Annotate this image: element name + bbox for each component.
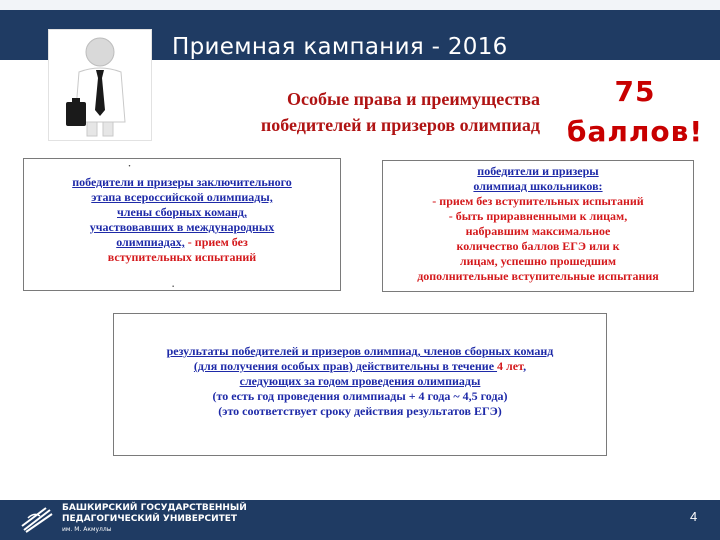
left-box-line: победители и призеры заключительного (72, 175, 292, 189)
left-box-line: вступительных испытаний (107, 250, 257, 264)
info-box-right (382, 160, 694, 292)
left-box-line: участвовавших в международных (89, 220, 275, 234)
right-box-line: количество баллов ЕГЭ или к (456, 239, 620, 253)
score-callout (560, 72, 710, 152)
presenter-image-frame (49, 30, 151, 140)
score-unit: баллов! (566, 115, 704, 148)
bottom-box-part: , (523, 359, 527, 373)
right-box-line: набравшим максимальное (465, 224, 611, 238)
university-logo-icon (20, 504, 54, 539)
subtitle-line: Особые права и преимущества (287, 89, 540, 109)
dot-mark: · (128, 161, 132, 171)
left-box-line: этапа всероссийской олимпиады, (91, 190, 273, 204)
left-box-underlined: олимпиадах, (116, 235, 185, 249)
businessman-figure-icon (49, 30, 151, 140)
header-top-strip (0, 0, 720, 10)
bottom-box-line: (то есть год проведения олимпиады + 4 года ~ 4,5 года) (212, 389, 508, 403)
left-box-tail: - прием без (184, 235, 248, 249)
right-box-heading: олимпиад школьников: (473, 179, 603, 193)
bottom-box-part: (для получения особых прав) действительны в течение (193, 359, 498, 373)
right-box-line: - прием без вступительных испытаний (432, 194, 644, 208)
right-box-line: лицам, успешно прошедшим (459, 254, 617, 268)
bottom-box-line: (это соответствует сроку действия результатов ЕГЭ) (218, 404, 502, 418)
page-number: 4 (690, 509, 698, 524)
bottom-box-line: результаты победителей и призеров олимпиад, членов сборных команд (166, 344, 554, 358)
subtitle (160, 86, 540, 138)
left-box-line: члены сборных команд, (117, 205, 247, 219)
dot-mark: . (172, 279, 175, 289)
info-box-left (23, 158, 341, 291)
info-box-bottom (113, 313, 607, 456)
university-name-line1: БАШКИРСКИЙ ГОСУДАРСТВЕННЫЙ (62, 503, 247, 513)
university-name-line3: им. М. Акмуллы (62, 526, 112, 533)
right-box-line: - быть приравненными к лицам, (448, 209, 628, 223)
subtitle-line: победителей и призеров олимпиад (260, 115, 540, 135)
score-value: 75 (614, 75, 656, 108)
bottom-box-highlight: 4 лет (497, 359, 524, 373)
bottom-box-line-mixed (114, 359, 606, 374)
page-title: Приемная кампания - 2016 (172, 34, 508, 60)
left-box-line-mixed (24, 235, 340, 250)
bottom-box-line: следующих за годом проведения олимпиады (239, 374, 481, 388)
university-name-line2: ПЕДАГОГИЧЕСКИЙ УНИВЕРСИТЕТ (62, 514, 238, 524)
right-box-heading: победители и призеры (477, 164, 599, 178)
right-box-line: дополнительные вступительные испытания (417, 269, 659, 283)
